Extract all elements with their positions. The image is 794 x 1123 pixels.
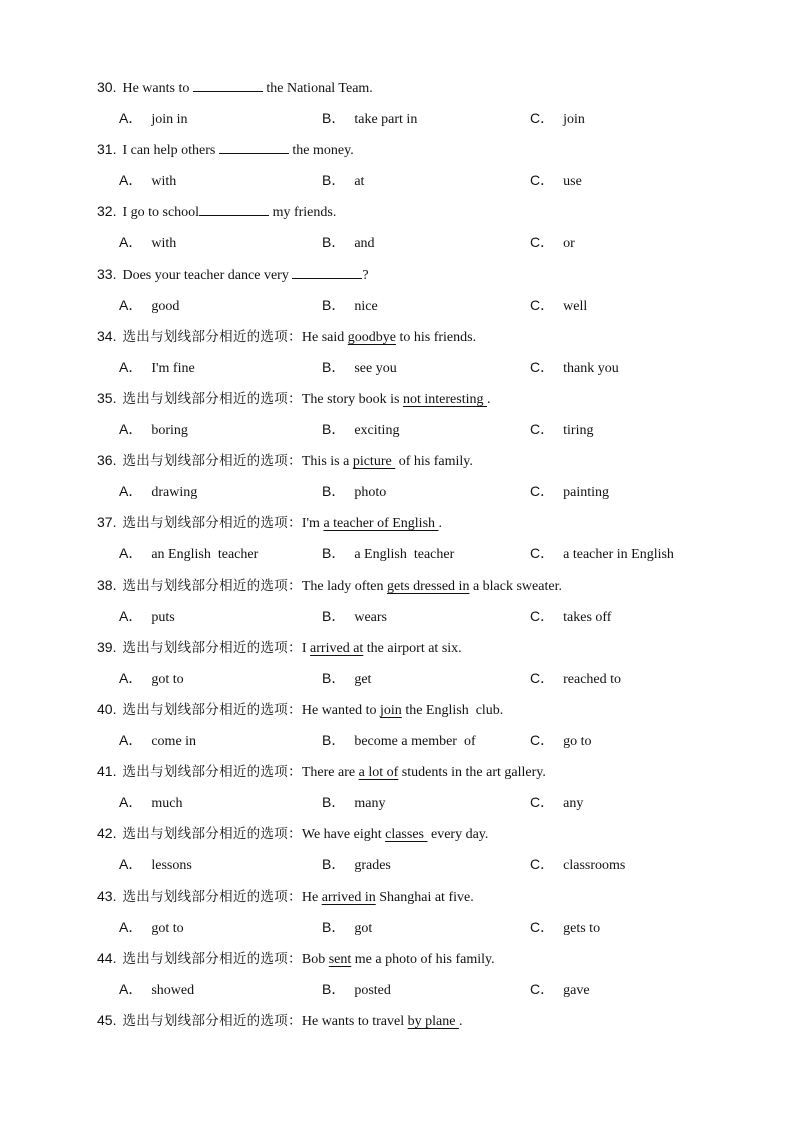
option-text: thank you bbox=[563, 360, 619, 376]
underlined-phrase: by plane bbox=[407, 1014, 459, 1029]
option-b[interactable] bbox=[322, 854, 391, 876]
underlined-phrase: a teacher of English bbox=[323, 516, 439, 532]
question-stem bbox=[97, 886, 474, 906]
option-text: tiring bbox=[563, 423, 594, 438]
option-letter: A． bbox=[119, 607, 143, 624]
option-text: gets to bbox=[563, 920, 601, 936]
option-text: drawing bbox=[151, 485, 198, 501]
question-text: every day. bbox=[427, 827, 489, 843]
option-letter: A． bbox=[119, 110, 143, 126]
question-text: . bbox=[438, 516, 443, 532]
option-letter: B． bbox=[322, 732, 346, 748]
option-text: I'm fine bbox=[151, 360, 195, 376]
option-text: exciting bbox=[354, 423, 400, 438]
option-letter: B． bbox=[322, 545, 346, 562]
question-text: Does your teacher dance very bbox=[122, 267, 293, 283]
option-letter: B． bbox=[322, 607, 346, 624]
option-a[interactable] bbox=[119, 232, 176, 254]
option-letter: A． bbox=[119, 545, 143, 562]
option-a[interactable] bbox=[119, 668, 184, 690]
question-instruction: 选出与划线部分相近的选项： bbox=[122, 639, 302, 656]
question-text: The lady often bbox=[301, 578, 388, 594]
option-a[interactable] bbox=[119, 979, 194, 1001]
option-letter: C． bbox=[530, 296, 555, 313]
answer-options bbox=[119, 668, 759, 688]
question-instruction: 选出与划线部分相近的选项： bbox=[122, 328, 302, 345]
question-number: 38. bbox=[97, 576, 117, 593]
question-instruction: 选出与划线部分相近的选项： bbox=[122, 702, 302, 718]
answer-blank bbox=[199, 201, 269, 216]
question-stem bbox=[97, 201, 336, 221]
option-b[interactable] bbox=[322, 543, 454, 565]
option-letter: B． bbox=[322, 172, 346, 189]
option-text: grades bbox=[354, 858, 391, 874]
question-text: I bbox=[301, 640, 311, 656]
option-c[interactable] bbox=[530, 108, 585, 130]
answer-options bbox=[119, 481, 759, 501]
option-text: use bbox=[563, 174, 582, 190]
option-letter: A． bbox=[119, 358, 143, 375]
question-item bbox=[97, 699, 757, 761]
answer-options bbox=[119, 730, 759, 750]
question-text: the National Team. bbox=[262, 81, 373, 96]
question-stem bbox=[97, 1010, 462, 1030]
question-item bbox=[97, 823, 757, 885]
option-text: a teacher in English bbox=[563, 547, 674, 563]
question-instruction: 选出与划线部分相近的选项： bbox=[122, 577, 302, 594]
question-item bbox=[97, 264, 757, 326]
question-stem bbox=[97, 823, 488, 843]
question-stem bbox=[97, 326, 476, 346]
question-stem bbox=[97, 637, 462, 657]
option-c[interactable] bbox=[530, 419, 593, 441]
option-b[interactable] bbox=[322, 917, 372, 939]
option-a[interactable] bbox=[119, 543, 258, 565]
option-letter: B． bbox=[322, 918, 346, 935]
question-number: 37. bbox=[97, 514, 117, 531]
underlined-phrase: a lot of bbox=[358, 765, 399, 781]
option-letter: C． bbox=[530, 545, 555, 562]
option-a[interactable] bbox=[119, 295, 179, 317]
underlined-phrase: gets dressed in bbox=[387, 578, 470, 594]
option-c[interactable] bbox=[530, 357, 619, 379]
underlined-phrase: not interesting bbox=[402, 392, 487, 407]
answer-blank bbox=[292, 264, 362, 279]
option-letter: B． bbox=[322, 234, 346, 251]
question-item bbox=[97, 886, 757, 948]
question-instruction: 选出与划线部分相近的选项： bbox=[122, 391, 302, 407]
underlined-phrase: arrived in bbox=[321, 889, 376, 905]
answer-options bbox=[119, 357, 759, 377]
question-number: 31. bbox=[97, 141, 117, 158]
question-text: He wanted to bbox=[301, 703, 381, 718]
option-c[interactable] bbox=[530, 854, 625, 876]
question-text: I'm bbox=[301, 516, 324, 532]
option-letter: B． bbox=[322, 856, 346, 873]
question-item bbox=[97, 512, 757, 574]
option-text: and bbox=[354, 236, 375, 252]
option-letter: A． bbox=[119, 794, 143, 811]
option-text: go to bbox=[563, 734, 592, 749]
option-text: any bbox=[563, 796, 584, 812]
answer-options bbox=[119, 854, 759, 874]
question-text: the money. bbox=[288, 143, 354, 159]
question-stem bbox=[97, 388, 490, 408]
option-letter: B． bbox=[322, 669, 346, 686]
option-text: much bbox=[151, 796, 183, 812]
answer-options bbox=[119, 295, 759, 315]
option-text: with bbox=[151, 236, 177, 252]
question-text: Shanghai at five. bbox=[375, 889, 474, 905]
question-number: 40. bbox=[97, 701, 117, 717]
question-text: a black sweater. bbox=[469, 578, 562, 594]
option-text: many bbox=[354, 796, 386, 812]
answer-blank bbox=[193, 77, 263, 92]
option-text: boring bbox=[151, 423, 188, 438]
option-text: become a member of bbox=[354, 734, 476, 749]
question-text: We have eight bbox=[301, 827, 386, 843]
question-instruction: 选出与划线部分相近的选项： bbox=[122, 888, 302, 905]
option-b[interactable] bbox=[322, 108, 417, 130]
option-letter: C． bbox=[530, 234, 555, 251]
question-text: The story book is bbox=[301, 392, 403, 407]
option-c[interactable] bbox=[530, 295, 587, 317]
option-letter: C． bbox=[530, 732, 555, 748]
option-b[interactable] bbox=[322, 481, 386, 503]
answer-options bbox=[119, 917, 759, 937]
option-text: photo bbox=[354, 485, 387, 501]
option-a[interactable] bbox=[119, 792, 182, 814]
question-number: 33. bbox=[97, 265, 117, 282]
question-text: This is a bbox=[301, 454, 353, 470]
option-c[interactable] bbox=[530, 232, 575, 254]
option-letter: C． bbox=[530, 918, 555, 935]
underlined-phrase: classes bbox=[385, 827, 428, 843]
option-text: got to bbox=[151, 671, 184, 687]
question-item bbox=[97, 201, 757, 263]
option-text: an English teacher bbox=[151, 547, 259, 563]
option-a[interactable] bbox=[119, 606, 175, 628]
question-stem bbox=[97, 761, 546, 781]
option-letter: B． bbox=[322, 110, 346, 126]
question-text: my friends. bbox=[269, 205, 337, 221]
option-letter: C． bbox=[530, 607, 555, 624]
question-instruction: 选出与划线部分相近的选项： bbox=[122, 950, 302, 967]
underlined-phrase: sent bbox=[328, 951, 352, 967]
option-b[interactable] bbox=[322, 730, 476, 752]
option-letter: A． bbox=[119, 980, 143, 997]
option-text: posted bbox=[354, 982, 391, 998]
option-letter: B． bbox=[322, 421, 346, 437]
option-text: reached to bbox=[563, 671, 622, 687]
option-text: get bbox=[354, 671, 372, 687]
option-letter: C． bbox=[530, 794, 555, 811]
question-text: . bbox=[458, 1014, 463, 1029]
option-a[interactable] bbox=[119, 357, 195, 379]
question-item bbox=[97, 77, 757, 139]
option-letter: B． bbox=[322, 483, 346, 500]
question-number: 44. bbox=[97, 949, 117, 966]
option-text: at bbox=[354, 174, 365, 190]
option-a[interactable] bbox=[119, 917, 184, 939]
question-text: the airport at six. bbox=[363, 640, 462, 656]
underlined-phrase: picture bbox=[352, 454, 396, 470]
option-text: a English teacher bbox=[354, 547, 455, 563]
question-instruction: 选出与划线部分相近的选项： bbox=[122, 764, 302, 781]
question-item bbox=[97, 1010, 757, 1072]
option-text: with bbox=[151, 174, 177, 190]
option-letter: C． bbox=[530, 980, 555, 997]
question-number: 32. bbox=[97, 203, 117, 220]
question-number: 42. bbox=[97, 825, 117, 842]
question-text: I can help others bbox=[122, 143, 219, 159]
question-instruction: 选出与划线部分相近的选项： bbox=[122, 453, 302, 470]
option-letter: C． bbox=[530, 483, 555, 500]
question-instruction: 选出与划线部分相近的选项： bbox=[122, 826, 302, 843]
question-stem bbox=[97, 699, 503, 719]
option-c[interactable] bbox=[530, 730, 592, 752]
option-letter: B． bbox=[322, 794, 346, 811]
option-text: showed bbox=[151, 982, 195, 998]
question-text: Bob bbox=[301, 951, 329, 967]
option-letter: C． bbox=[530, 856, 555, 873]
question-text: He wants to travel bbox=[301, 1014, 408, 1029]
question-text: me a photo of his family. bbox=[351, 951, 495, 967]
option-text: see you bbox=[354, 360, 397, 376]
option-c[interactable] bbox=[530, 917, 600, 939]
question-item bbox=[97, 388, 757, 450]
option-letter: A． bbox=[119, 172, 143, 189]
option-letter: A． bbox=[119, 483, 143, 500]
question-text: He said bbox=[301, 329, 348, 345]
answer-options bbox=[119, 232, 759, 252]
option-b[interactable] bbox=[322, 170, 364, 192]
option-letter: C． bbox=[530, 172, 555, 189]
question-stem bbox=[97, 77, 373, 97]
question-number: 30. bbox=[97, 79, 117, 95]
question-item bbox=[97, 139, 757, 201]
option-c[interactable] bbox=[530, 481, 609, 503]
underlined-phrase: goodbye bbox=[347, 329, 396, 345]
question-number: 43. bbox=[97, 887, 117, 904]
question-number: 45. bbox=[97, 1012, 117, 1028]
option-a[interactable] bbox=[119, 730, 196, 752]
question-text: ? bbox=[362, 267, 369, 283]
question-stem bbox=[97, 264, 369, 284]
option-letter: B． bbox=[322, 358, 346, 375]
option-text: well bbox=[563, 298, 588, 314]
option-letter: B． bbox=[322, 980, 346, 997]
question-item bbox=[97, 326, 757, 388]
option-text: puts bbox=[151, 609, 175, 625]
question-item bbox=[97, 637, 757, 699]
option-text: join in bbox=[151, 112, 188, 127]
answer-options bbox=[119, 170, 759, 190]
option-text: painting bbox=[563, 485, 610, 501]
underlined-phrase: join bbox=[380, 703, 402, 718]
option-letter: A． bbox=[119, 732, 143, 748]
option-b[interactable] bbox=[322, 295, 378, 317]
question-text: . bbox=[486, 392, 491, 407]
option-c[interactable] bbox=[530, 543, 674, 565]
answer-options bbox=[119, 979, 759, 999]
option-b[interactable] bbox=[322, 232, 375, 254]
question-number: 41. bbox=[97, 763, 117, 780]
question-text: to his friends. bbox=[395, 329, 477, 345]
option-b[interactable] bbox=[322, 979, 391, 1001]
option-b[interactable] bbox=[322, 419, 399, 441]
question-text: the English club. bbox=[401, 703, 504, 718]
option-a[interactable] bbox=[119, 481, 197, 503]
option-c[interactable] bbox=[530, 979, 590, 1001]
option-text: take part in bbox=[354, 112, 418, 127]
option-text: wears bbox=[354, 609, 387, 625]
option-text: classrooms bbox=[563, 858, 626, 874]
option-c[interactable] bbox=[530, 170, 582, 192]
option-letter: A． bbox=[119, 669, 143, 686]
question-number: 39. bbox=[97, 638, 117, 655]
question-stem bbox=[97, 948, 495, 968]
question-item bbox=[97, 575, 757, 637]
option-text: got to bbox=[151, 920, 184, 936]
question-stem bbox=[97, 512, 442, 532]
option-a[interactable] bbox=[119, 108, 188, 130]
question-text: He wants to bbox=[122, 81, 193, 96]
option-text: or bbox=[563, 236, 575, 252]
question-stem bbox=[97, 575, 562, 595]
question-item bbox=[97, 948, 757, 1010]
question-number: 34. bbox=[97, 327, 117, 344]
question-stem bbox=[97, 450, 473, 470]
question-stem bbox=[97, 139, 354, 159]
underlined-phrase: arrived at bbox=[310, 640, 364, 656]
question-text: He bbox=[301, 889, 322, 905]
option-a[interactable] bbox=[119, 854, 192, 876]
question-text: I go to school bbox=[122, 205, 200, 221]
option-text: join bbox=[563, 112, 585, 127]
option-a[interactable] bbox=[119, 170, 176, 192]
option-letter: A． bbox=[119, 234, 143, 251]
option-b[interactable] bbox=[322, 668, 371, 690]
option-text: gave bbox=[563, 982, 590, 998]
question-instruction: 选出与划线部分相近的选项： bbox=[122, 1013, 302, 1029]
option-letter: A． bbox=[119, 296, 143, 313]
option-text: takes off bbox=[563, 609, 612, 625]
question-text: students in the art gallery. bbox=[398, 765, 546, 781]
option-letter: A． bbox=[119, 421, 143, 437]
option-letter: C． bbox=[530, 421, 555, 437]
option-letter: A． bbox=[119, 856, 143, 873]
question-instruction: 选出与划线部分相近的选项： bbox=[122, 515, 302, 532]
option-a[interactable] bbox=[119, 419, 188, 441]
option-c[interactable] bbox=[530, 606, 611, 628]
option-text: come in bbox=[151, 734, 197, 749]
option-letter: C． bbox=[530, 669, 555, 686]
option-c[interactable] bbox=[530, 792, 583, 814]
answer-options bbox=[119, 606, 759, 626]
question-number: 35. bbox=[97, 390, 117, 406]
question-text: of his family. bbox=[395, 454, 473, 470]
question-item bbox=[97, 761, 757, 823]
option-text: lessons bbox=[151, 858, 192, 874]
option-letter: A． bbox=[119, 918, 143, 935]
option-letter: C． bbox=[530, 110, 555, 126]
answer-options bbox=[119, 543, 759, 563]
answer-options bbox=[119, 792, 759, 812]
option-b[interactable] bbox=[322, 606, 387, 628]
answer-options bbox=[119, 419, 759, 439]
option-text: nice bbox=[354, 298, 378, 314]
question-item bbox=[97, 450, 757, 512]
option-text: good bbox=[151, 298, 180, 314]
option-b[interactable] bbox=[322, 792, 385, 814]
option-letter: C． bbox=[530, 358, 555, 375]
option-b[interactable] bbox=[322, 357, 397, 379]
option-letter: B． bbox=[322, 296, 346, 313]
option-c[interactable] bbox=[530, 668, 621, 690]
question-number: 36. bbox=[97, 452, 117, 469]
question-text: There are bbox=[301, 765, 359, 781]
option-text: got bbox=[354, 920, 373, 936]
answer-options bbox=[119, 108, 759, 128]
answer-blank bbox=[219, 139, 289, 154]
